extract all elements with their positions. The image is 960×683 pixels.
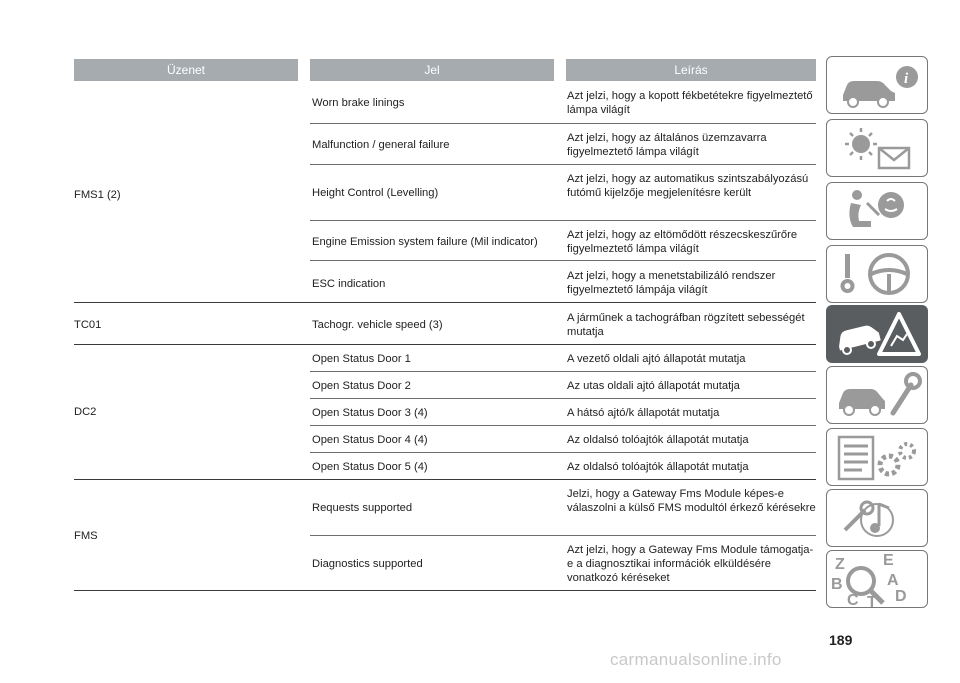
key-steering-wheel-icon — [827, 246, 928, 303]
row-divider — [310, 260, 816, 261]
row-divider — [310, 123, 816, 124]
row-divider — [310, 164, 816, 165]
music-navigation-icon — [827, 490, 928, 547]
index-letter: C — [847, 592, 859, 609]
signal-cell: Engine Emission system failure (Mil indicator) — [312, 236, 538, 248]
alphabetical-index-icon — [827, 551, 928, 608]
row-divider — [310, 398, 816, 399]
tab-car-info[interactable] — [826, 56, 928, 114]
signal-cell: Tachogr. vehicle speed (3) — [312, 319, 443, 331]
message-cell: FMS1 (2) — [74, 189, 121, 201]
car-warning-triangle-icon — [827, 306, 928, 363]
row-divider — [310, 535, 816, 536]
list-gears-icon — [827, 429, 928, 486]
table-bottom-rule — [74, 590, 816, 591]
tab-maintenance[interactable] — [826, 366, 928, 424]
seat-airbag-icon — [827, 183, 928, 240]
description-cell: Azt jelzi, hogy a kopott fékbetétekre figyelmeztető lámpa világít — [567, 90, 813, 116]
warning-lights-message-icon — [827, 120, 928, 177]
signal-cell: Open Status Door 3 (4) — [312, 407, 428, 419]
col-header-description: Leírás — [566, 59, 816, 81]
description-cell: Azt jelzi, hogy az általános üzemzavarra figyelmeztető lámpa világít — [567, 132, 767, 158]
tab-alphabetical-index[interactable] — [826, 550, 928, 608]
description-cell: Jelzi, hogy a Gateway Fms Module képes-e válaszolni a külső FMS modultól érkező kérésekre — [567, 488, 816, 514]
description-cell: Az oldalsó tolóajtók állapotát mutatja — [567, 434, 749, 446]
description-cell: Azt jelzi, hogy az eltömődött részecskeszűrőre figyelmeztető lámpa világít — [567, 229, 798, 255]
message-cell: TC01 — [74, 319, 102, 331]
signal-cell: Open Status Door 2 — [312, 380, 411, 392]
description-cell: Azt jelzi, hogy a Gateway Fms Module támogatja-e a diagnosztikai információk elküldésére vonatkozó kéréseket — [567, 544, 814, 584]
tab-technical-data[interactable] — [826, 428, 928, 486]
description-cell: Azt jelzi, hogy az automatikus szintszabályozású futómű kijelzője megjelenítésre került — [567, 173, 809, 199]
index-letter: E — [883, 552, 894, 569]
signal-cell: Malfunction / general failure — [312, 139, 450, 151]
tab-warnings[interactable] — [826, 305, 928, 363]
row-divider — [310, 452, 816, 453]
svg-text:i: i — [904, 71, 909, 87]
description-cell: Azt jelzi, hogy a menetstabilizáló rendszer figyelmeztető lámpája világít — [567, 270, 776, 296]
signal-cell: Open Status Door 5 (4) — [312, 461, 428, 473]
signal-cell: Height Control (Levelling) — [312, 187, 439, 199]
signal-cell: ESC indication — [312, 278, 386, 290]
index-letter: D — [895, 588, 907, 605]
tab-seat-airbag[interactable] — [826, 182, 928, 240]
row-divider — [310, 220, 816, 221]
signal-cell: Open Status Door 4 (4) — [312, 434, 428, 446]
description-cell: A hátsó ajtó/k állapotát mutatja — [567, 407, 720, 419]
index-letter: Z — [835, 556, 845, 573]
index-letter: A — [887, 572, 899, 589]
car-wrench-icon — [827, 367, 928, 424]
index-letter: B — [831, 576, 843, 593]
description-cell: Az utas oldali ajtó állapotát mutatja — [567, 380, 740, 392]
signal-cell: Requests supported — [312, 502, 413, 514]
description-cell: A járműnek a tachográfban rögzített sebességét mutatja — [567, 312, 805, 338]
description-cell: Az oldalsó tolóajtók állapotát mutatja — [567, 461, 749, 473]
group-divider — [74, 479, 816, 480]
signal-cell: Open Status Door 1 — [312, 353, 411, 365]
tab-multimedia[interactable] — [826, 489, 928, 547]
group-divider — [74, 302, 816, 303]
col-header-signal: Jel — [310, 59, 554, 81]
signal-cell: Diagnostics supported — [312, 558, 423, 570]
signal-cell: Worn brake linings — [312, 97, 405, 109]
message-cell: FMS — [74, 530, 98, 542]
index-letter: T — [867, 594, 877, 609]
tab-key-steering[interactable] — [826, 245, 928, 303]
row-divider — [310, 425, 816, 426]
message-cell: DC2 — [74, 406, 97, 418]
col-header-message: Üzenet — [74, 59, 298, 81]
watermark: carmanualsonline.info — [610, 650, 782, 669]
tab-warning-lights-messages[interactable] — [826, 119, 928, 177]
page-number: 189 — [829, 632, 853, 648]
row-divider — [310, 371, 816, 372]
car-info-icon — [827, 57, 928, 114]
description-cell: A vezető oldali ajtó állapotát mutatja — [567, 353, 746, 365]
group-divider — [74, 344, 816, 345]
